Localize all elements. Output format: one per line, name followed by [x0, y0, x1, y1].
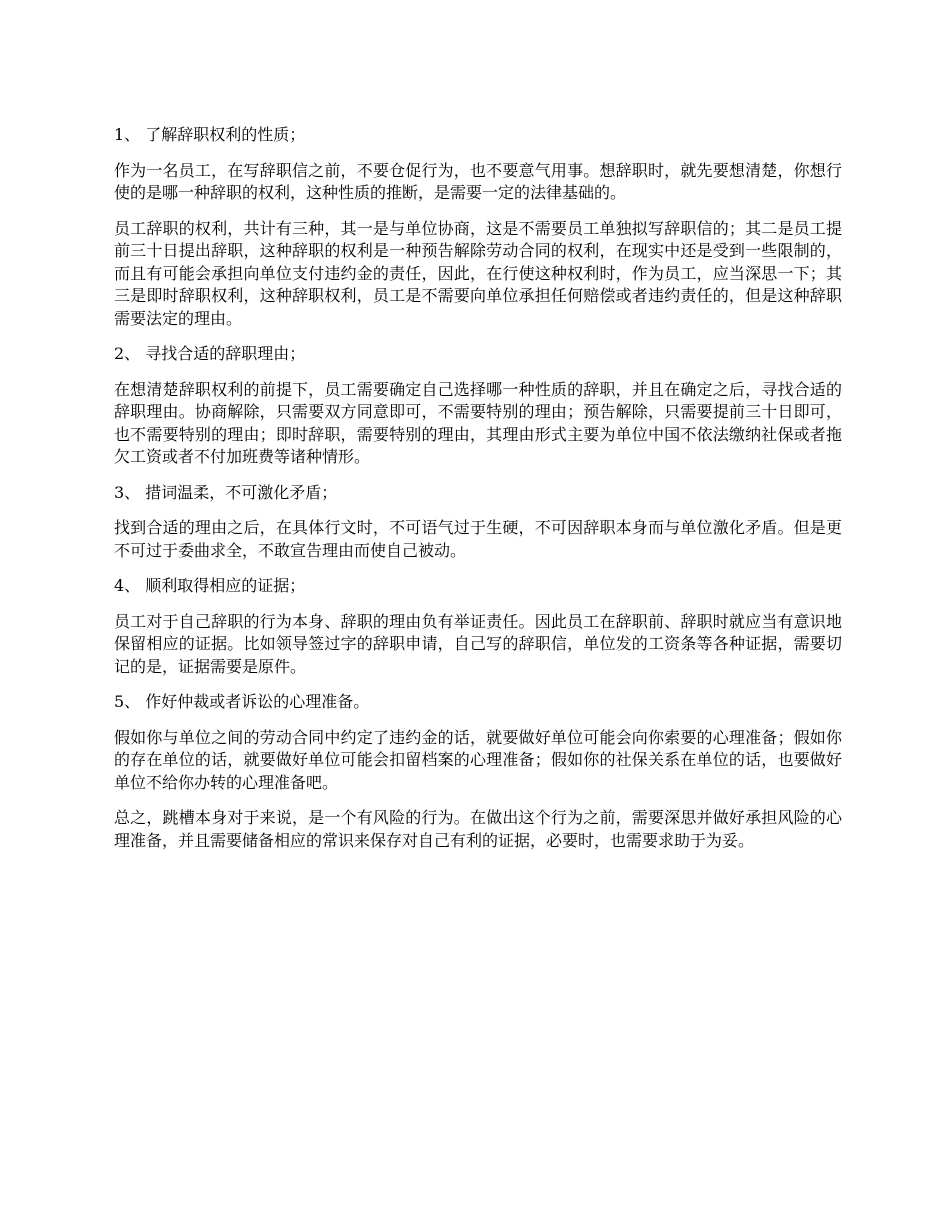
section-heading-1: 1、 了解辞职权利的性质；	[114, 125, 306, 144]
paragraph-5: 员工对于自己辞职的行为本身、辞职的理由负有举证责任。因此员工在辞职前、辞职时就应当有意识地保留相应的证据。比如领导签过字的辞职申请，自己写的辞职信，单位发的工资条等各种证据，需要切记的是，证据需要是原件。	[114, 611, 842, 676]
section-heading-5: 5、 作好仲裁或者诉讼的心理准备。	[114, 692, 370, 711]
section-heading-2: 2、 寻找合适的辞职理由；	[114, 344, 306, 363]
document-page	[114, 124, 842, 865]
paragraph-3: 在想清楚辞职权利的前提下，员工需要确定自己选择哪一种性质的辞职，并且在确定之后，寻找合适的辞职理由。协商解除，只需要双方同意即可，不需要特别的理由；预告解除，只需要提前三十日即可，也不需要特别的理由；即时辞职，需要特别的理由，其理由形式主要为单位中国不依法缴纳社保或者拖欠工资或者不付加班费等诸种情形。	[114, 379, 842, 466]
paragraph-2: 员工辞职的权利，共计有三种，其一是与单位协商，这是不需要员工单独拟写辞职信的；其二是员工提前三十日提出辞职，这种辞职的权利是一种预告解除劳动合同的权利，在现实中还是受到一些限制的，而且有可能会承担向单位支付违约金的责任，因此，在行使这种权利时，作为员工，应当深思一下；其三是即时辞职权利，这种辞职权利，员工是不需要向单位承担任何赔偿或者违约责任的，但是这种辞职需要法定的理由。	[114, 218, 842, 328]
paragraph-7: 总之，跳槽本身对于来说，是一个有风险的行为。在做出这个行为之前，需要深思并做好承担风险的心理准备，并且需要储备相应的常识来保存对自己有利的证据，必要时，也需要求助于为妥。	[114, 808, 842, 850]
section-heading-3: 3、 措词温柔，不可激化矛盾；	[114, 482, 338, 502]
paragraph-1: 作为一名员工，在写辞职信之前，不要仓促行为，也不要意气用事。想辞职时，就先要想清楚，你想行使的是哪一种辞职的权利，这种性质的推断，是需要一定的法律基础的。	[114, 160, 842, 202]
paragraph-6: 假如你与单位之间的劳动合同中约定了违约金的话，就要做好单位可能会向你索要的心理准备；假如你的存在单位的话，就要做好单位可能会扣留档案的心理准备；假如你的社保关系在单位的话，也要做好单位不给你办转的心理准备吧。	[114, 727, 842, 792]
section-heading-4: 4、 顺利取得相应的证据；	[114, 576, 306, 595]
paragraph-4: 找到合适的理由之后，在具体行文时，不可语气过于生硬，不可因辞职本身而与单位激化矛盾。但是更不可过于委曲求全，不敢宣告理由而使自己被动。	[114, 518, 842, 560]
